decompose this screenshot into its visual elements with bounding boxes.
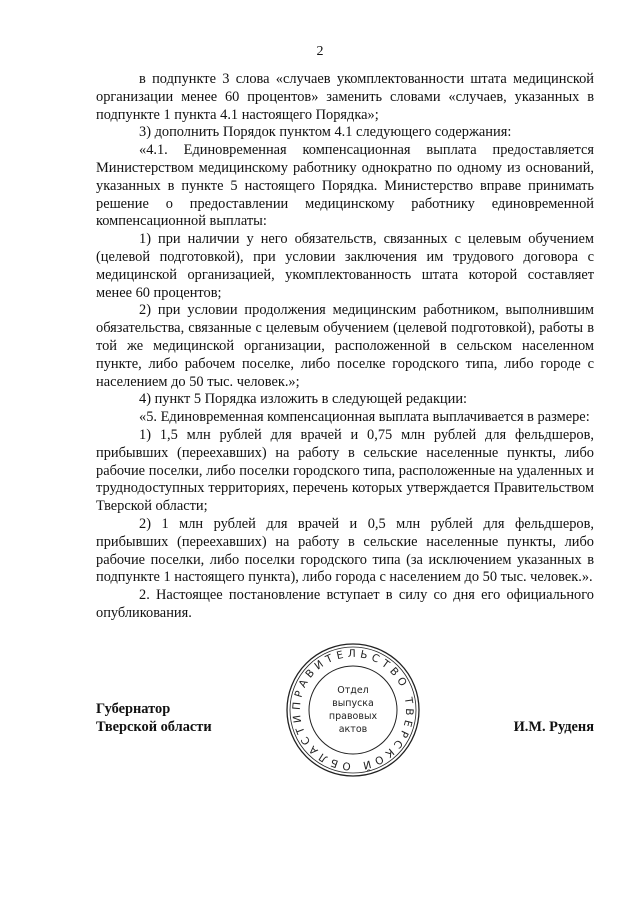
paragraph: 4) пункт 5 Порядка изложить в следующей редакции:	[139, 391, 468, 408]
paragraph: 2) при условии продолжения медицинским работником, выполнившим обязательства, связанные с целевым обучением (целевой подготовкой), работы в той же медицинской организации, расположенной в сельском населенном пункте, либо рабочем поселке, либо поселке городского типа, либо городе с населением до 50 тыс. человек.»;	[96, 302, 594, 390]
stamp-center-line: актов	[338, 724, 368, 735]
paragraph: в подпункте 3 слова «случаев укомплектованности штата медицинской организации менее 60 процентов» заменить словами «случаев, указанных в подпункте 1 пункта 4.1 настоящего Порядка»;	[96, 71, 594, 123]
paragraph: 3) дополнить Порядок пунктом 4.1 следующего содержания:	[139, 124, 512, 141]
signatory-title-line: Тверской области	[96, 719, 212, 735]
page-number: 2	[316, 44, 324, 59]
paragraph: «5. Единовременная компенсационная выплата выплачивается в размере:	[139, 409, 590, 426]
stamp-ring-text: ПРАВИТЕЛЬСТВО ТВЕРСКОЙ ОБЛАСТИ	[290, 647, 416, 773]
stamp-center-line: правовых	[328, 711, 378, 722]
document-body	[96, 71, 594, 623]
stamp-center-line: выпуска	[332, 698, 374, 709]
signatory-title	[96, 700, 212, 736]
paragraph: 2) 1 млн рублей для врачей и 0,5 млн рублей для фельдшеров, прибывших (переехавших) на работу в сельские населенные пункты, либо рабочие поселки, либо поселки городского типа (за исключением указанных в подпункте 1 настоящего пункта), либо города с населением до 50 тыс. человек.».	[96, 515, 594, 586]
official-stamp	[283, 640, 423, 780]
paragraph: 1) при наличии у него обязательств, связанных с целевым обучением (целевой подготовкой), при условии заключения им трудового договора с медицинской организацией, укомплектованность штата которой составляет менее 60 процентов;	[96, 231, 594, 301]
stamp-center-line: Отдел	[337, 685, 369, 696]
signatory-title-line: Губернатор	[96, 701, 171, 717]
paragraph: 1) 1,5 млн рублей для врачей и 0,75 млн рублей для фельдшеров, прибывших (переехавших) на работу в сельские населенные пункты, либо рабочие поселки, либо поселки городского типа, расположенные на удаленных и труднодоступных территориях, перечень которых утверждается Правительством Тверской области;	[96, 426, 594, 515]
paragraph: 2. Настоящее постановление вступает в силу со дня его официального опубликования.	[96, 587, 594, 621]
signatory-name: И.М. Руденя	[513, 719, 594, 735]
paragraph: «4.1. Единовременная компенсационная выплата предоставляется Министерством медицинскому работнику однократно по одному из оснований, указанных в пункте 5 настоящего Порядка. Министерство вправе принимать решение о предоставлении медицинскому работнику единовременной компенсационной выплаты:	[96, 142, 594, 230]
